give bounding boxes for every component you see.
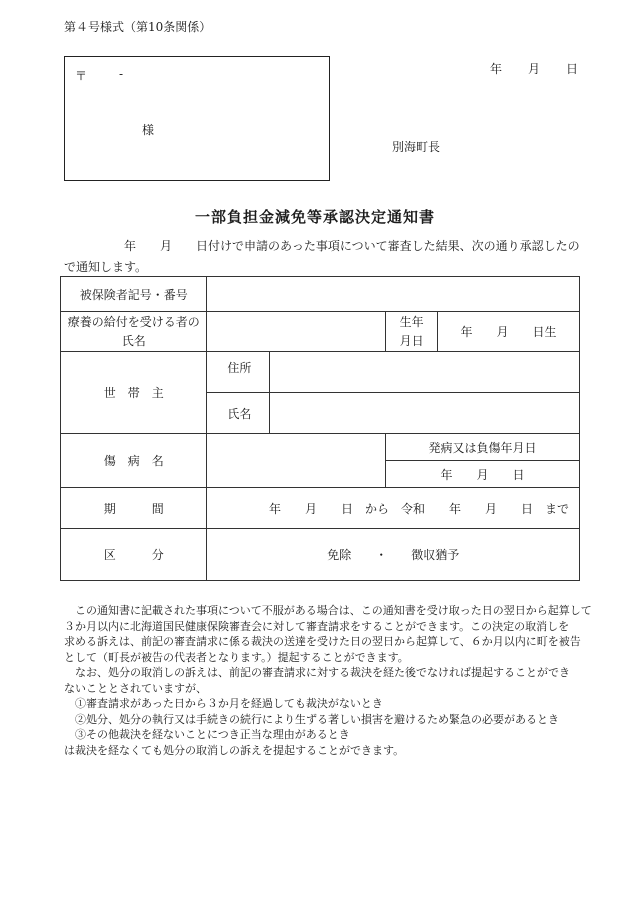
table-row-period [61, 488, 580, 529]
intro-line-1: 年 月 日付けで申請のあった事項について審査した結果、次の通り承認したの [124, 239, 580, 253]
note-line: として（町長が被告の代表者となります。）提起することができます。 [64, 650, 409, 664]
issue-date [490, 60, 578, 77]
table-row-disease-top [61, 434, 580, 461]
name-value [270, 393, 580, 434]
address-label: 住所 [207, 352, 270, 393]
recipient-name-value [207, 312, 386, 352]
recipient-label-line-2: 氏名 [121, 333, 146, 348]
note-line: は裁決を経なくても処分の取消しの訴えを提起することができます。 [64, 743, 405, 757]
birth-label-line-2: 月日 [399, 333, 424, 348]
category-value: 免除 ・ 徴収猶予 [207, 529, 580, 581]
honorific: 様 [142, 123, 155, 137]
onset-label: 発病又は負傷年月日 [386, 434, 580, 461]
table-row-category [61, 529, 580, 581]
recipient-address-box [64, 56, 330, 181]
document-title: 一部負担金減免等承認決定通知書 [194, 208, 435, 226]
recipient-label-line-1: 療養の給付を受ける者の [67, 314, 200, 329]
birth-label [386, 312, 438, 352]
note-line: ３か月以内に北海道国民健康保険審査会に対して審査請求をすることができます。この決定の取消しを [64, 619, 570, 633]
note-line: ③その他裁決を経ないことにつき正当な理由があるとき [64, 728, 350, 741]
issue-date-year: 年 [490, 62, 503, 76]
period-label: 期 間 [61, 488, 207, 529]
intro-text [64, 236, 590, 278]
note-line: ①審査請求があった日から３か月を経過しても裁決がないとき [64, 697, 383, 710]
birth-value: 年 月 日生 [438, 312, 580, 352]
note-line: なお、処分の取消しの訴えは、前記の審査請求に対する裁決を経た後でなければ提起することができ [64, 666, 570, 679]
recipient-label [61, 312, 207, 352]
onset-value: 年 月 日 [386, 461, 580, 488]
table-row-insured-number [61, 277, 580, 312]
approval-table [60, 276, 580, 581]
note-line: ないこととされていますが、 [64, 681, 207, 695]
table-row-household-address [61, 352, 580, 393]
note-line: ②処分、処分の執行又は手続きの続行により生ずる著しい損害を避けるため緊急の必要があるとき [64, 712, 559, 726]
appeal-notes [64, 603, 592, 758]
table-row-recipient [61, 312, 580, 352]
postal-dash: - [119, 67, 124, 81]
intro-line-2: で通知します。 [64, 260, 148, 274]
insured-number-value [207, 277, 580, 312]
household-head-label: 世 帯 主 [61, 352, 207, 434]
note-line: この通知書に記載された事項について不服がある場合は、この通知書を受け取った日の翌日から起算して [64, 604, 592, 617]
issue-date-month: 月 [528, 62, 541, 76]
address-value [270, 352, 580, 393]
sender-mayor: 別海町長 [392, 140, 441, 154]
note-line: 求める訴えは、前記の審査請求に係る裁決の送達を受けた日の翌日から起算して、６か月以内に町を被告 [64, 635, 581, 648]
issue-date-day: 日 [566, 62, 579, 76]
form-number: 第４号様式（第10条関係） [64, 20, 212, 34]
period-value: 年 月 日 から 令和 年 月 日 まで [207, 488, 580, 529]
disease-value [207, 434, 386, 488]
insured-number-label: 被保険者記号・番号 [61, 277, 207, 312]
category-label: 区 分 [61, 529, 207, 581]
birth-label-line-1: 生年 [399, 314, 424, 329]
disease-label: 傷 病 名 [61, 434, 207, 488]
postal-mark: 〒 [75, 69, 88, 83]
name-label: 氏名 [207, 393, 270, 434]
